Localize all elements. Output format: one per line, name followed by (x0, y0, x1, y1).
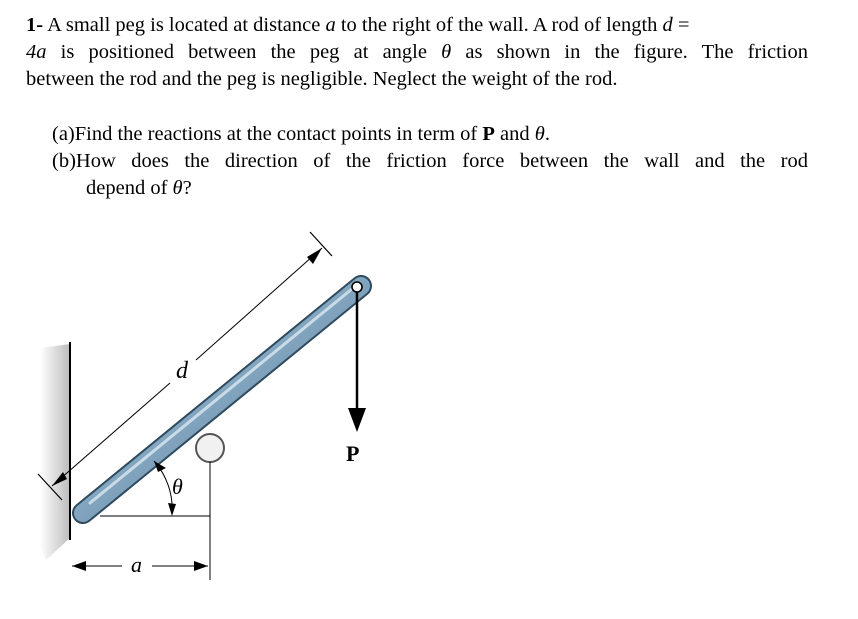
problem-line-3: between the rod and the peg is negligible. Neglect the weight of the rod. (26, 68, 618, 90)
rod-pin (352, 282, 362, 292)
part-a: (a) Find the reactions at the contact points in term of P and θ. (52, 123, 550, 145)
rod-highlight (90, 284, 358, 503)
d-arrow-upper (307, 248, 322, 264)
label-theta: θ (172, 474, 183, 499)
problem-number: 1- (26, 14, 44, 36)
label-p: P (346, 441, 360, 466)
label-a: a (131, 552, 142, 577)
problem-line-1: 1- A small peg is located at distance a to the right of the wall. A rod of length d = (26, 14, 690, 36)
wall-hatch (40, 344, 70, 560)
rod (83, 286, 361, 513)
label-d: d (176, 358, 188, 384)
a-arrow-left (72, 561, 86, 571)
theta-arrow-lower (168, 503, 176, 516)
part-b-continuation: depend of θ? (86, 177, 192, 199)
d-ext-line-upper (310, 232, 332, 256)
a-arrow-right (194, 561, 208, 571)
peg (196, 434, 224, 462)
part-b: (b) How does the direction of the friction force between the wall and the rod (52, 150, 808, 172)
force-p-arrowhead (348, 408, 366, 432)
problem-line-2: 4a is positioned between the peg at angle θ as shown in the figure. The friction (26, 41, 808, 63)
